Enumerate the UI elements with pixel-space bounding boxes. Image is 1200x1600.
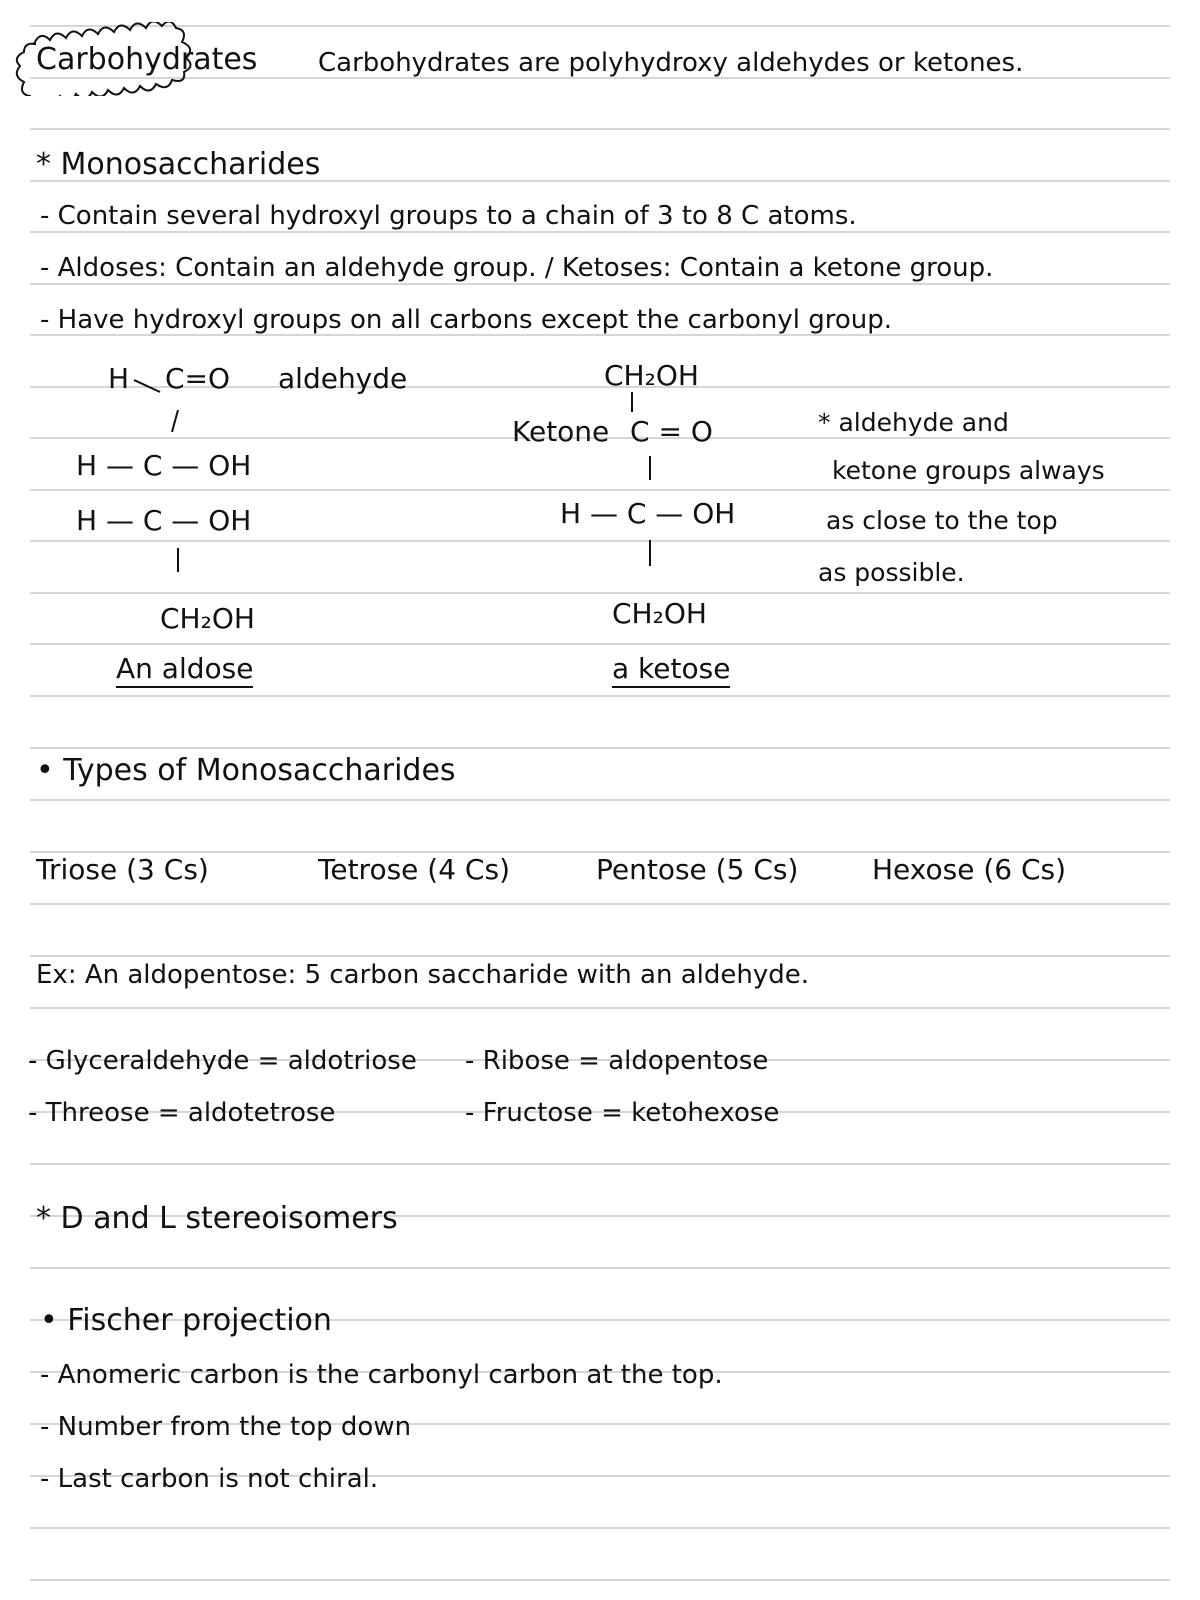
aldose-carbonyl: C=O (165, 362, 231, 395)
section-heading-monosaccharides: * Monosaccharides (36, 147, 321, 182)
mono-point-3: - Have hydroxyl groups on all carbons except the carbonyl group. (40, 305, 892, 335)
side-note-line-3: as close to the top (826, 506, 1058, 535)
example-glyceraldehyde: - Glyceraldehyde = aldotriose (28, 1046, 417, 1076)
ketose-caption: a ketose (612, 655, 730, 688)
side-note-line-4: as possible. (818, 558, 965, 587)
type-hexose: Hexose (6 Cs) (872, 853, 1067, 886)
aldose-row-2: H — C — OH (76, 504, 252, 537)
aldose-carbonyl-label: aldehyde (278, 362, 408, 395)
ketone-label: Ketone (512, 415, 610, 448)
type-tetrose: Tetrose (4 Cs) (318, 853, 510, 886)
mono-point-2: - Aldoses: Contain an aldehyde group. / Ketoses: Contain a ketone group. (40, 253, 994, 283)
side-note-line-2: ketone groups always (832, 456, 1105, 485)
example-threose: - Threose = aldotetrose (28, 1098, 336, 1128)
mono-point-1: - Contain several hydroxyl groups to a chain of 3 to 8 C atoms. (40, 201, 857, 231)
ketose-carbonyl: C = O (630, 415, 713, 448)
aldose-caption: An aldose (116, 655, 253, 688)
ketose-bottom: CH₂OH (612, 597, 707, 630)
fischer-point-2: - Number from the top down (40, 1412, 412, 1442)
definition-text: Carbohydrates are polyhydroxy aldehydes or ketones. (318, 48, 1024, 78)
example-line: Ex: An aldopentose: 5 carbon saccharide with an aldehyde. (36, 960, 810, 990)
type-pentose: Pentose (5 Cs) (596, 853, 799, 886)
aldose-top-h: H (108, 362, 130, 395)
example-ribose: - Ribose = aldopentose (465, 1046, 769, 1076)
fischer-heading: • Fischer projection (40, 1303, 332, 1338)
ketose-top: CH₂OH (604, 359, 699, 392)
aldose-bottom: CH₂OH (160, 602, 255, 635)
fischer-point-1: - Anomeric carbon is the carbonyl carbon at the top. (40, 1360, 723, 1390)
fischer-point-3: - Last carbon is not chiral. (40, 1464, 379, 1494)
types-heading: • Types of Monosaccharides (36, 753, 456, 788)
side-note-line-1: * aldehyde and (818, 408, 1009, 437)
type-triose: Triose (3 Cs) (36, 853, 209, 886)
example-fructose: - Fructose = ketohexose (465, 1098, 780, 1128)
stereo-heading: * D and L stereoisomers (36, 1201, 398, 1236)
ketose-row-1: H — C — OH (560, 497, 736, 530)
page-title: Carbohydrates (36, 42, 258, 77)
aldose-row-1: H — C — OH (76, 449, 252, 482)
